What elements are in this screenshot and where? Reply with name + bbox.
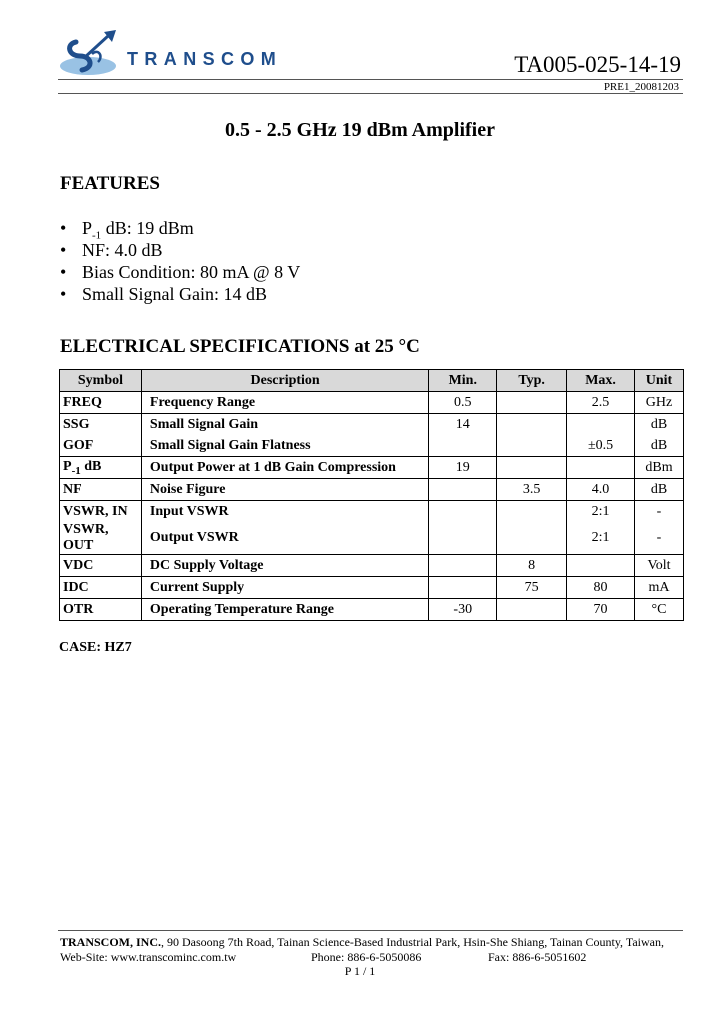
- feature-item: • NF: 4.0 dB: [60, 240, 163, 260]
- footer-company: TRANSCOM, INC.: [60, 935, 162, 949]
- features-list: [60, 217, 300, 305]
- column-header: Min.: [429, 370, 497, 392]
- table-cell: [567, 457, 635, 479]
- table-cell: Noise Figure: [141, 479, 428, 501]
- table-cell: dB: [635, 479, 684, 501]
- table-cell: [497, 392, 567, 414]
- table-cell: Volt: [635, 555, 684, 577]
- bullet-icon: •: [60, 240, 67, 260]
- table-cell: 14: [429, 414, 497, 436]
- table-cell: 3.5: [497, 479, 567, 501]
- table-cell: Input VSWR: [141, 501, 428, 523]
- table-cell: [429, 501, 497, 523]
- table-row: [60, 479, 684, 501]
- table-row: [60, 555, 684, 577]
- feature-item: • $P_{-1}$ dB: 19 dBm: [60, 218, 194, 242]
- table-cell: Frequency Range: [141, 392, 428, 414]
- specifications-heading: ELECTRICAL SPECIFICATIONS at 25 °C: [60, 336, 420, 357]
- table-cell: [429, 522, 497, 555]
- table-cell: FREQ: [60, 392, 142, 414]
- table-cell: -: [635, 501, 684, 523]
- table-cell: 80: [567, 577, 635, 599]
- table-cell: Small Signal Gain Flatness: [141, 435, 428, 457]
- table-cell: dB: [635, 435, 684, 457]
- table-cell: DC Supply Voltage: [141, 555, 428, 577]
- table-cell: GOF: [60, 435, 142, 457]
- table-cell: [429, 555, 497, 577]
- header-divider-lower: [58, 93, 683, 94]
- transcom-logo-icon: [58, 28, 122, 82]
- table-cell: VSWR, IN: [60, 501, 142, 523]
- table-cell: [429, 435, 497, 457]
- table-cell: °C: [635, 599, 684, 621]
- table-cell: [497, 501, 567, 523]
- table-cell: SSG: [60, 414, 142, 436]
- case-label: CASE: HZ7: [59, 640, 132, 655]
- table-cell: [567, 414, 635, 436]
- table-row: [60, 392, 684, 414]
- table-cell: GHz: [635, 392, 684, 414]
- revision-label: PRE1_20081203: [603, 81, 679, 93]
- bullet-icon: •: [60, 262, 67, 282]
- table-cell: [497, 414, 567, 436]
- table-cell: mA: [635, 577, 684, 599]
- table-cell: [497, 599, 567, 621]
- feature-item: • Small Signal Gain: 14 dB: [60, 284, 268, 304]
- table-cell: 2:1: [567, 501, 635, 523]
- table-row: [60, 599, 684, 621]
- page-number: P 1 / 1: [344, 964, 376, 978]
- column-header: Description: [141, 370, 428, 392]
- features-heading: FEATURES: [60, 173, 160, 194]
- column-header: Typ.: [497, 370, 567, 392]
- column-header: Max.: [567, 370, 635, 392]
- document-title: 0.5 - 2.5 GHz 19 dBm Amplifier: [225, 119, 495, 141]
- footer-divider: [58, 930, 683, 931]
- table-row: [60, 435, 684, 457]
- table-cell: 70: [567, 599, 635, 621]
- table-cell: [497, 435, 567, 457]
- table-cell: Output Power at 1 dB Gain Compression: [141, 457, 428, 479]
- table-cell: IDC: [60, 577, 142, 599]
- header-divider: [58, 79, 683, 80]
- table-cell: VDC: [60, 555, 142, 577]
- table-cell: OTR: [60, 599, 142, 621]
- table-cell: NF: [60, 479, 142, 501]
- table-row: [60, 457, 684, 479]
- table-cell: [429, 577, 497, 599]
- specifications-table: [59, 369, 684, 621]
- table-cell: 8: [497, 555, 567, 577]
- table-cell: -30: [429, 599, 497, 621]
- table-cell: 0.5: [429, 392, 497, 414]
- table-cell: 2.5: [567, 392, 635, 414]
- company-logo-text: TRANSCOM: [127, 49, 283, 69]
- table-cell: 19: [429, 457, 497, 479]
- table-cell: dBm: [635, 457, 684, 479]
- column-header: Symbol: [60, 370, 142, 392]
- table-cell: -: [635, 522, 684, 555]
- table-cell: $P_{-1}$ dB: [60, 457, 142, 479]
- table-row: [60, 414, 684, 436]
- table-row: [60, 577, 684, 599]
- table-cell: [497, 522, 567, 555]
- table-cell: 75: [497, 577, 567, 599]
- table-cell: Output VSWR: [141, 522, 428, 555]
- table-cell: ±0.5: [567, 435, 635, 457]
- table-cell: Current Supply: [141, 577, 428, 599]
- footer-website: Web-Site: www.transcominc.com.tw: [60, 950, 237, 964]
- bullet-icon: •: [60, 284, 67, 304]
- table-cell: [429, 479, 497, 501]
- footer-phone: Phone: 886-6-5050086: [311, 950, 422, 964]
- table-cell: VSWR, OUT: [60, 522, 142, 555]
- document-number: TA005-025-14-19: [514, 52, 681, 77]
- table-cell: [567, 555, 635, 577]
- footer-address: TRANSCOM, INC., 90 Dasoong 7th Road, Tainan Science-Based Industrial Park, Hsin-She Shiang, Tainan County, Taiwan,: [60, 935, 664, 949]
- table-row: [60, 522, 684, 555]
- table-cell: Operating Temperature Range: [141, 599, 428, 621]
- table-header-row: [60, 370, 684, 392]
- table-cell: 2:1: [567, 522, 635, 555]
- column-header: Unit: [635, 370, 684, 392]
- table-cell: Small Signal Gain: [141, 414, 428, 436]
- table-row: [60, 501, 684, 523]
- table-cell: dB: [635, 414, 684, 436]
- table-cell: 4.0: [567, 479, 635, 501]
- feature-item: • Bias Condition: 80 mA @ 8 V: [60, 262, 301, 282]
- bullet-icon: •: [60, 218, 67, 238]
- table-cell: [497, 457, 567, 479]
- footer-fax: Fax: 886-6-5051602: [488, 950, 587, 964]
